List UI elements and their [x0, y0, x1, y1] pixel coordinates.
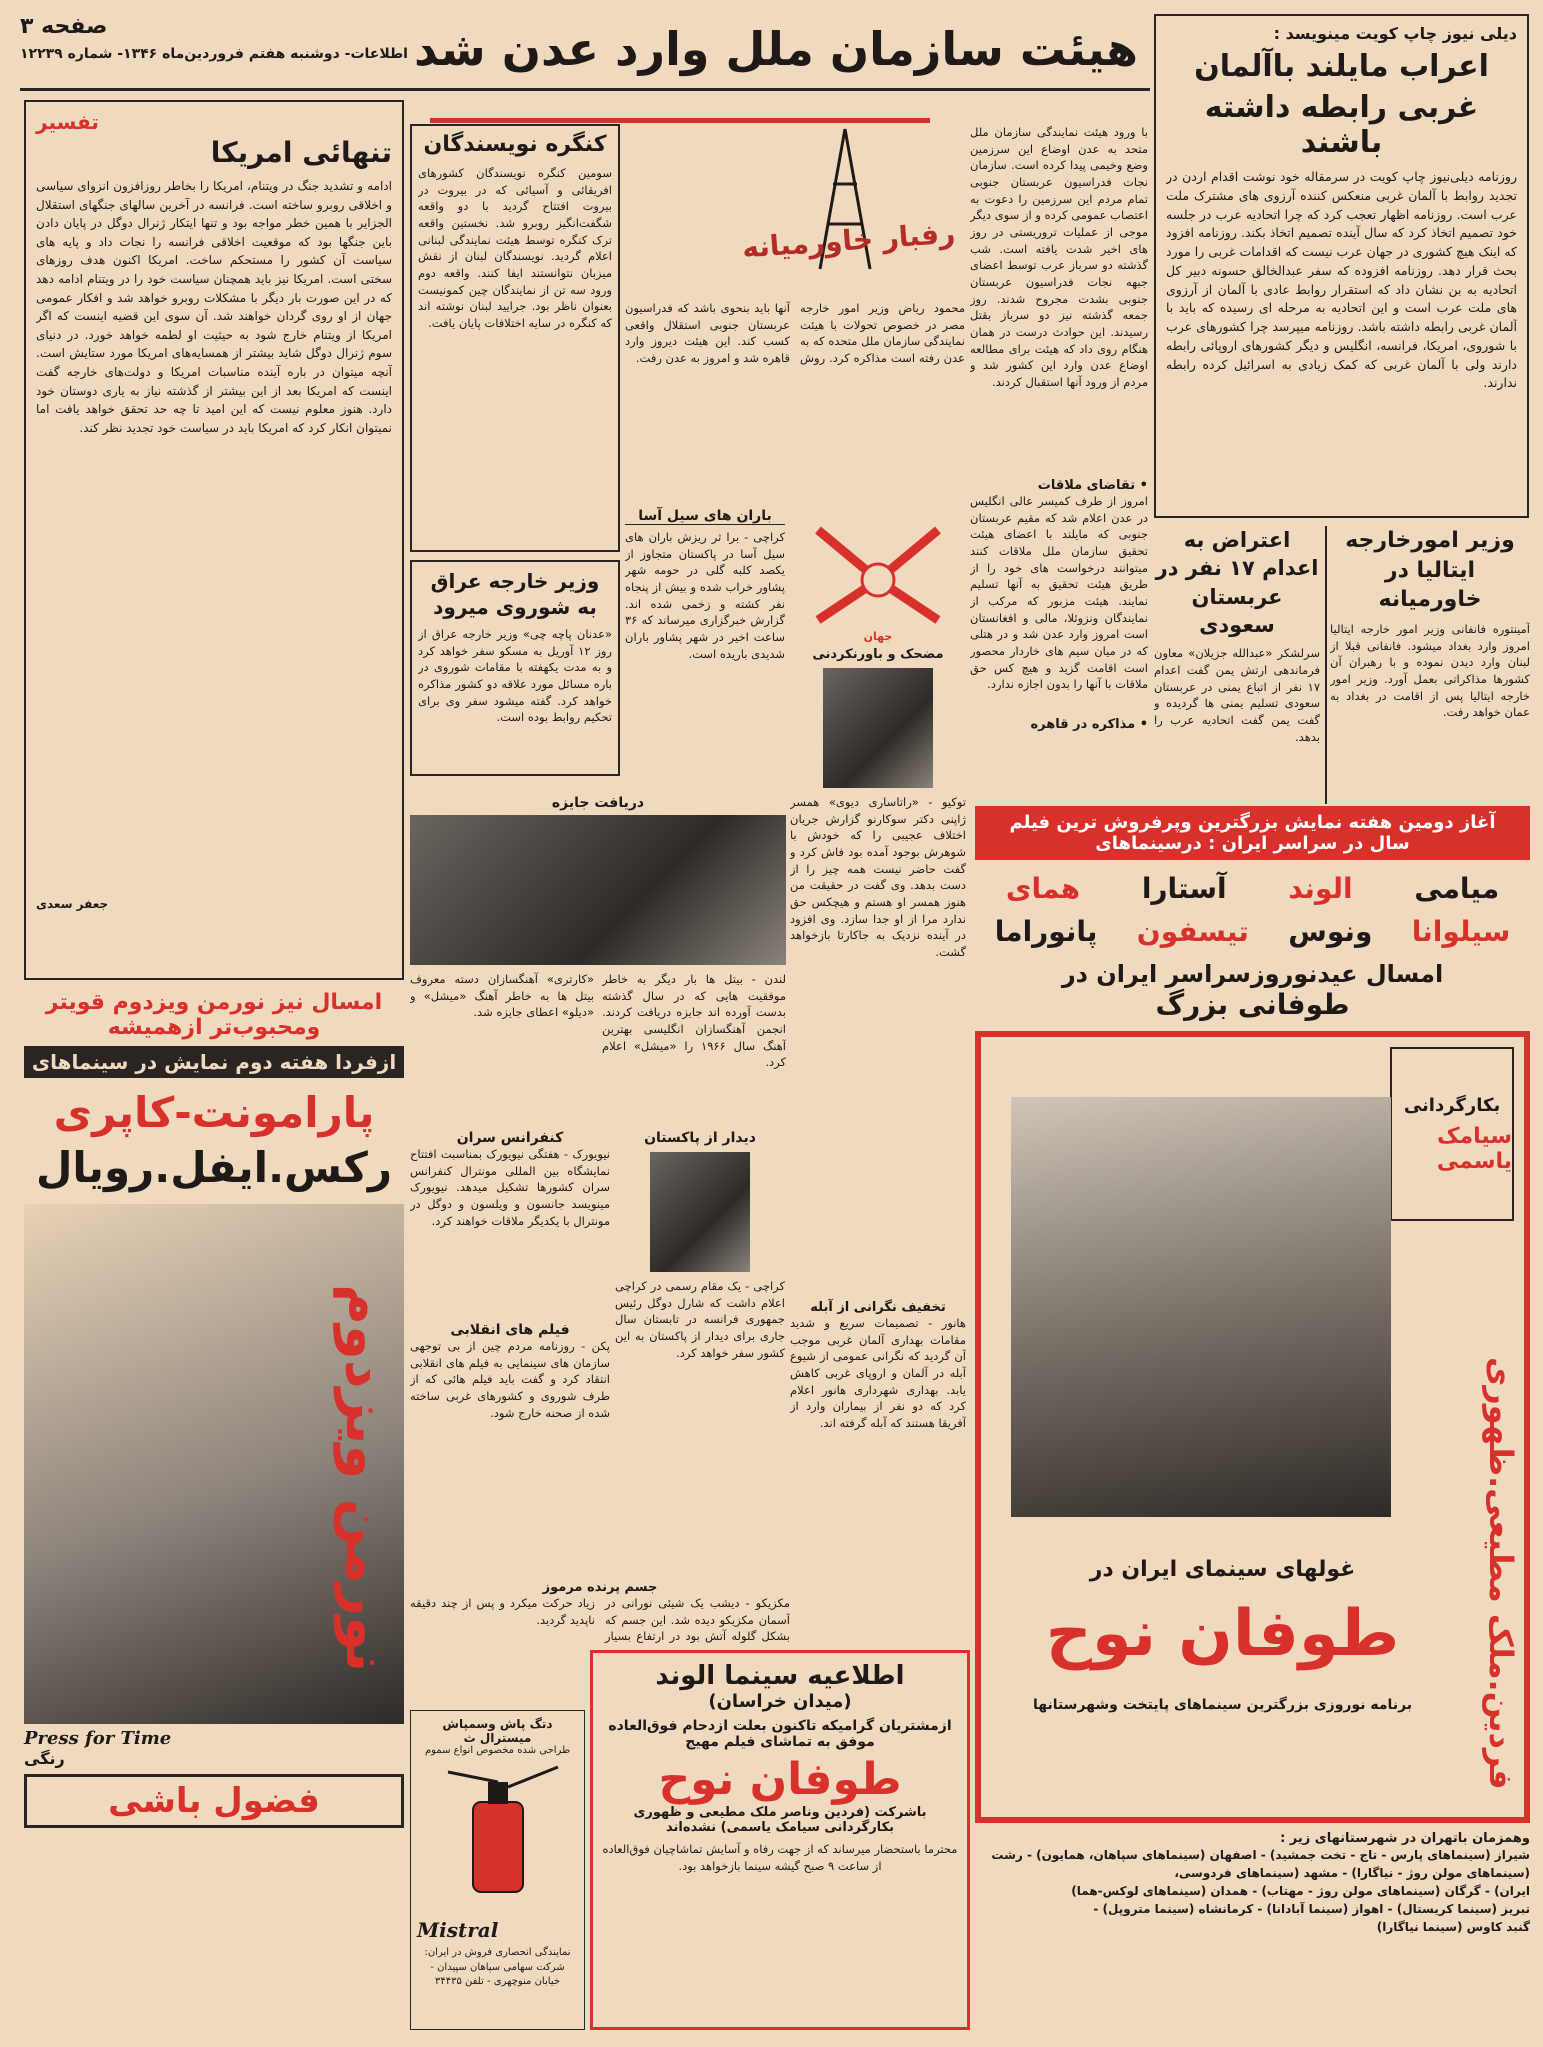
cinema-silvana: سیلوانا	[1411, 915, 1511, 948]
karachi-body: کراچی - برا ثر ریزش باران های سیل آسا در پاکستان متجاوز از یکصد کلبه گلی در حومه شهر پشاور خراب شده و بیش از پنجاه نفر کشته و زخمی شده اند. گزارش خبرگزاری میرساند که ۳۶ ساعت اخیر در شهر پشاور باران شدیدی باریده است.	[625, 530, 785, 661]
alvand-film: طوفان نوح	[658, 1754, 902, 1805]
cinema-top-2: سال در سراسر ایران : درسینماهای	[1095, 833, 1410, 854]
middle-east-logo	[625, 124, 965, 294]
pakistan-title: دیدار از پاکستان	[644, 1130, 756, 1146]
mistral-brand: Mistral	[417, 1918, 499, 1942]
cinema-top-banner	[975, 806, 1530, 860]
norman-line-1: امسال نیز نورمن ویزدوم قویتر	[45, 990, 383, 1015]
flying-title: جسم پرنده مرموز	[542, 1580, 658, 1595]
saudi-title: اعتراض به اعدام ۱۷ نفر در عربستان سعودی	[1155, 528, 1319, 638]
fozul-bashi: فضول باشی	[24, 1774, 404, 1828]
dateline: اطلاعات- دوشنبه هفتم فروردین‌ماه ۱۳۴۶- شماره ۱۲۲۳۹	[20, 46, 408, 62]
cinema-eid-1: امسال عیدنوروزسراسر ایران در	[1061, 960, 1444, 988]
cinema-panorama: پانوراما	[994, 915, 1098, 948]
karachi-rain-article	[625, 508, 785, 808]
mistral-subheader: طراحی شده مخصوص انواع سموم	[424, 1745, 571, 1756]
writers-congress-article	[410, 124, 620, 552]
flying-body: مکزیکو - دیشب یک شیئی نورانی در آسمان مکزیکو دیده شد. این جسم که بشکل گلوله آتش بود در ارتفاع بسیار زیاد حرکت میکرد و پس از چند دقیقه ناپدید گردید.	[410, 1596, 790, 1644]
america-body: ادامه و تشدید جنگ در ویتنام، امریکا را بخاطر روزافزون انزوای سیاسی و اخلاقی روبرو ساخته است. فرانسه در آخرین سالهای جنگهای استقلال الجزایر با همین خطر مواجه بود و تنها ایتکار ژنرال دوگل در پایان دادن باین جنگها بود که موقعیت اخلاقی فرانسه را نجات داد و پایه های سیاست آن کشور را مستحکم ساخت. امریکا اکنون هدف روزهای سختی است. امریکا نیز باید همچنان سیاست خود را در ویتنام ادامه دهد که در این صورت بار دیگر با مشکلات روبرو خواهد شد و افکار عمومی جهان از او روی گردان خواهند شد. آن سوی این قضیه اینست که اگر امریکا از ویتنام خارج شود به حیثیت او لطمه خواهد خورد. در دنیای سوم ژنرال دوگل شاید بیشتر از همسایه‌های امریکا مورد ستایش است. آنچه میتوان در باره آینده مناسبات امریکا و دولت‌های خارجه گفت اینست که امریکا بعد از این بیشتر از گذشته نیاز به یاری دوستان خود دارد. هنوز معلوم نیست که این امید تا چه حد تحقق خواهد یافت اما نمیتوان انکار کرد که امریکا باید در سیاست خود تجدید نظر کند.	[36, 179, 392, 435]
revolution-title: فیلم های انقلابی	[450, 1322, 570, 1338]
revolution-body: پکن - روزنامه مردم چین از بی توجهی سازمان های سینمایی به فیلم های انقلابی انتقاد کرد و گفت باید فیلم هائی که از طرف شوروی و کشورهای غربی ساخته شده از صحنه خارج شود.	[410, 1339, 610, 1420]
congress-body: سومین کنگره نویسندگان کشورهای افریقائی و آسیائی که در بیروت در بیروت افتتاح گردید با دو واقعه شگفت‌انگیز روبرو شد. نخستین واقعه ترک کنگره توسط هیئت نمایندگی لبنانی اعلام گردید. نویسندگان لبنان از نقش میزبان نتوانستند ایفا کنند. واقعه دوم ورود سه تن از نمایندگان چین کمونیست بعنوان ناظر بود. جرایید لبنان نوشته اند که کنگره در سایه اختلافات پایان یافت.	[418, 166, 612, 331]
alvand-director: بکارگردانی سیامک یاسمی) نشده‌اند	[665, 1820, 895, 1835]
province-line: ایران) - گرگان (سینماهای مولن روژ - مهتاب) - همدان (سینماهای لوکس-هما)	[1071, 1884, 1530, 1898]
actors: فردین.ملک مطیعی.ظهوری	[1482, 1357, 1520, 1790]
karachi-title: باران های سیل آسا	[625, 508, 785, 525]
norman-banner: ازفردا هفته دوم نمایش در سینماهای	[24, 1046, 404, 1078]
cinema-venus: ونوس	[1288, 915, 1373, 948]
pakistan-body: کراچی - یک مقام رسمی در کراچی اعلام داشت که شارل دوگل رئیس جمهوری فرانسه در تابستان سال جاری برای دیدار از پاکستان به این کشور سفر خواهد کرد.	[615, 1279, 785, 1360]
aden-sub2-title: • مذاکره در قاهره	[1030, 717, 1148, 732]
cinema-tisfun: تیسفون	[1136, 915, 1249, 948]
italy-title: وزیر امورخارجه ایتالیا در خاورمیانه	[1345, 528, 1515, 613]
congress-title: کنگره نویسندگان	[423, 132, 607, 157]
america-author: جعفر سعدی	[36, 897, 109, 911]
smallpox-body: هانور - تصمیمات سریع و شدید مقامات بهداری آلمان غربی موجب آن گردید که نگرانی عمومی از شیوع آبله در آلمان و اروپای غربی کاهش یابد. بهداری شهرداری هانور اعلام کرد که دو نفر از بیماران وارد از آفریقا هستند که آبله گرفته اند.	[790, 1316, 966, 1431]
header-red-rule	[430, 118, 930, 123]
italy-minister-article	[1330, 526, 1530, 804]
italy-body: آمینتوره فانفانی وزیر امور خارجه ایتالیا امروز وارد بغداد میشود. فانفانی قبلا از لبنان وارد دیدن نموده و با رهبران آن کشورها مذاکراتی بعمل آورد. وزیر امور خارجه ایتالیا پس از اقامت در بغداد به عمان خواهد رفت.	[1330, 622, 1530, 720]
cinema-ad	[975, 806, 1530, 2036]
alvand-cast: باشرکت (فردین وناصر ملک مطیعی و ظهوری	[633, 1805, 927, 1820]
pakistan-article	[615, 1130, 785, 1570]
giants-line: غولهای سینمای ایران در	[1089, 1557, 1356, 1582]
jahan-logo-text: جهان	[863, 630, 893, 643]
mistral-body: نمایندگی انحصاری فروش در ایران: شرکت سهامی سپاهان سپیدان - خیابان منوچهری - تلفن ۳۴۴۳۵	[424, 1947, 571, 1987]
alvand-subtitle: (میدان خراسان)	[708, 1691, 852, 1712]
cinema-poster	[975, 1031, 1530, 1823]
cinema-miami: میامی	[1414, 872, 1500, 905]
norman-cinemas-1: پارامونت-کاپری	[53, 1088, 375, 1137]
province-line: شیراز (سینماهای پارس - تاج - تخت جمشید) - اصفهان (سینماهای سپاهان، همایون) - رشت (سینماهای مولن روژ - نیاگارا) - مشهد (سینماهای فردوسی،	[991, 1848, 1530, 1880]
director-box	[1390, 1047, 1514, 1221]
alvand-notice	[590, 1650, 970, 2030]
aden-body: با ورود هیئت نمایندگی سازمان ملل متحد به عدن اوضاع این سرزمین وضع وخیمی پیدا کرده است. سازمان نجات فدراسیون عربستان جنوبی تمام مردم این سرزمین را دعوت به اعتصاب عمومی کرده و از سوی دیگر موجی از عملیات تروریستی در روز های اخیر شدت یافته است. شب گذشته دو سرباز عرب توسط اعضای جبهه نجات فدراسیون عربستان جنوبی بشدت مجروح شدند. روز جمعه گذشته نیز دو سرباز بقتل رسیدند. این حوادث درست در همان هنگام روی داد که هیئت برای مطالعه اوضاع عدن وارد این کشور شد و مردم از ورود آنها استقبال کردند.	[970, 125, 1148, 390]
norman-line-2: ومحبوب‌تر ازهمیشه	[107, 1015, 321, 1040]
beatles-title: دریافت جایزه	[551, 795, 645, 811]
page-number: صفحه ۳	[20, 14, 108, 39]
press-for-time: Press for Time	[24, 1728, 172, 1749]
norman-cinemas-2: رکس.ایفل.رویال	[35, 1143, 393, 1192]
conference-body: نیویورک - هفتگی نیویورک بمناسبت افتتاح نمایشگاه بین المللی مونترال کنفرانس سران کشورها تشکیل میدهد. نیویورک مینویسد جانسون و ویلسون و دوگل در مونترال با یکدیگر ملاقات خواهند کرد.	[410, 1147, 610, 1228]
alvand-footer: محترما باستحضار میرساند که از جهت رفاه و آسایش تماشاچیان فوق‌العاده از ساعت ۹ صبح گیشه سینما بازخواهد بود.	[602, 1842, 958, 1873]
cinema-row-2	[975, 915, 1530, 948]
iraq-minister-article	[410, 560, 620, 776]
arabs-kicker: دیلی نیوز چاپ کویت مینویسد :	[1273, 24, 1517, 43]
beatles-body-2: «کارتری» آهنگسازان دسته معروف بیتل ها به خاطر آهنگ «میشل» و «دیلو» اعطای جایزه شد.	[410, 972, 594, 1020]
mistral-header: دتگ پاش وسمپاش میسترال ث	[442, 1717, 553, 1745]
iraq-title: وزیر خارجه عراق به شوروی میرود	[430, 569, 600, 619]
italy-divider	[1325, 526, 1327, 804]
mistral-ad	[410, 1710, 585, 2030]
provinces-title: وهمزمان باتهران در شهرستانهای زیر :	[1280, 1831, 1530, 1846]
aden-sub1-body: امروز از طرف کمیسر عالی انگلیس در عدن اعلام شد که مقیم عربستان جنوبی که مایلند با اعضای هیئت تحقیق سازمان ملل ملاقات کنند میتوانند درخواست های خود را از طریق هیئت تحقیق به آنها تسلیم نمایند. هیئت مزبور که مرکب از نمایندگان ونزوئلا، مالی و افغانستان است امروز وارد عدن شد و در هتلی که در میان سیم های خاردار محصور است اقامت گزید و هیچ کس حق ملاقات با آنها را بدون اجازه ندارد.	[970, 494, 1148, 692]
header-rule	[20, 88, 1150, 91]
norman-wisdom-ad	[24, 990, 404, 2030]
aden-sub1-title: • تقاضای ملاقات	[1037, 478, 1148, 493]
provinces-list	[975, 1846, 1530, 1936]
smallpox-article	[790, 1300, 966, 1570]
cinema-eid-2: طوفانی بزرگ	[1155, 988, 1350, 1021]
beatles-photo	[410, 815, 786, 965]
beatles-article	[410, 795, 786, 1125]
aden-article	[970, 124, 1148, 814]
alvand-title: اطلاعیه سینما الوند	[655, 1661, 905, 1691]
saudi-protest-article	[1154, 526, 1320, 804]
saudi-body: سرلشکر «عبدالله جزیلان» معاون فرماندهی ارتش یمن گفت اعدام ۱۷ نفر از اتباع یمنی در عربستان سعودی تسلیم یمنی ها گردیده و گفت یمن گفت اتحادیه عرب را بدهد.	[1154, 646, 1320, 744]
arabs-headline-1: اعراب مایلند باآلمان	[1194, 49, 1489, 84]
cinema-alvand: الوند	[1288, 872, 1353, 905]
pakistan-photo	[650, 1152, 750, 1272]
beatles-body: لندن - بیتل ها بار دیگر به خاطر موفقیت هایی که در سال گذشته بدست آورده اند جایزه دریافت کردند. انجمن آهنگسازان انگلیسی بهترین آهنگ سال ۱۹۶۶ را «میشل» اعلام کرد.	[602, 972, 786, 1070]
smallpox-title: تخفیف نگرانی از آبله	[810, 1300, 946, 1315]
arabs-headline-2: غربی رابطه داشته باشند	[1204, 90, 1479, 160]
film-still	[1011, 1097, 1391, 1517]
jahan-logo-icon	[808, 520, 948, 630]
aden-sub2-body: محمود ریاض وزیر امور خارجه مصر در خصوص تحولات با هیئت نمایندگی سازمان ملل متحده که به عدن رفته است مذاکره کرد. روش آنها باید بنحوی باشد که فدراسیون عربستان جنوبی استقلال واقعی کسب کند. این هیئت دیروز وارد قاهره شد و امروز به عدن رفت.	[625, 301, 965, 366]
tafsir-logo: تفسیر	[36, 110, 99, 134]
america-column	[24, 100, 404, 980]
cinema-top-1: آغاز دومین هفته نمایش بزرگترین وپرفروش ترین فیلم	[1009, 812, 1496, 833]
middle-east-logo-text: رفبار خاورمیانه	[740, 216, 956, 265]
arabs-body: روزنامه دیلی‌نیوز چاپ کویت در سرمقاله خود نوشت اقدام اردن در تجدید روابط با آلمان غربی منعکس کننده آرزوی های مشترک ملت عرب است. روزنامه اظهار تعجب کرد که چرا اتحادیه عرب در جلسه خود تصمیم اتخاذ کرد که سال آینده تصمیم اتخاذ بکند. روزنامه افزود که اینک هیچ کشوری در جهان عرب نیست که اقدامات غربی را مورد بحث قرار دهد. روزنامه افزوده که سفر عبدالخالق حسونه دبیر کل اتحادیه به بن نشان داد که استقرار روابط عادی با آلمان از آرزوی های ملت عرب است و این اتحادیه به مرحله ای رسیده که باید با آلمان غربی رابطه داشته باشد. روزنامه میپرسد چرا کشورهای عرب با شوروی، امریکا، فرانسه، انگلیس و دیگر کشورهای اروپائی رابطه دارند ولی با آلمان غربی که کمک زیادی به اسرائیل کرده رابطه ندارند.	[1166, 169, 1517, 391]
mosaheb-article	[790, 520, 966, 960]
cinema-row-1	[975, 872, 1530, 905]
norman-film-title: نورمن ویزدوم	[333, 1284, 398, 1673]
norman-photo	[24, 1204, 404, 1724]
conference-article	[410, 1130, 610, 1570]
alvand-body-2: موفق به تماشای فیلم مهیج	[685, 1734, 875, 1750]
film-title: طوفان نوح	[1045, 1597, 1400, 1671]
sprayer-icon	[418, 1762, 578, 1912]
tagline: برنامه نوروزی بزرگترین سینماهای پایتخت وشهرستانها	[1032, 1697, 1413, 1713]
conference-title: کنفرانس سران	[456, 1130, 564, 1146]
mosaheb-photo	[823, 668, 933, 788]
main-headline: هیئت سازمان ملل وارد عدن شد	[413, 22, 1138, 76]
color-word: رنگی	[24, 1749, 65, 1768]
cinema-astara: آستارا	[1141, 872, 1227, 905]
america-title: تنهائی امریکا	[210, 136, 392, 169]
province-line: گنبد کاوس (سینما نیاگارا)	[1376, 1920, 1530, 1934]
province-line: تبریز (سینما کریستال) - اهواز (سینما آبادانا) - کرمانشاه (سینما متروپل) -	[1093, 1902, 1530, 1916]
iraq-body: «عدنان پاچه چی» وزیر خارجه عراق از روز ۱۲ آوریل به مسکو سفر خواهد کرد و به مدت یکهفته با مقامات شوروی در باره مسائل مورد علاقه دو کشور مذاکره خواهد کرد. گفته میشود سفر وی برای تحکیم روابط بوده است.	[418, 627, 612, 725]
arabs-article	[1154, 14, 1529, 518]
director-label: بکارگردانی	[1403, 1094, 1501, 1116]
mosaheb-body: توکیو - «راتاساری دیوی» همسر ژاپنی دکتر سوکارنو گزارش جریان اختلاف عجیبی را که خودش با شوهرش بوجود آمده بود فاش کرد و گفت حاضر نیست همه چیز را از دست بدهد. وی گفت در حقیقت من هنوز همسر او هستم و هیچکس حق ندارد مرا از او جدا سازد. وی افزود در آینده نزدیک به جاکارتا بازخواهد گشت.	[790, 795, 966, 960]
alvand-body-1: ازمشتریان گرامیکه تاکنون بعلت ازدحام فوق‌العاده	[608, 1718, 952, 1734]
director-name: سیامک یاسمی	[1436, 1123, 1512, 1174]
cinema-homa: همای	[1005, 872, 1081, 905]
mosaheb-title: مضحک و باورنکردنی	[812, 647, 944, 662]
